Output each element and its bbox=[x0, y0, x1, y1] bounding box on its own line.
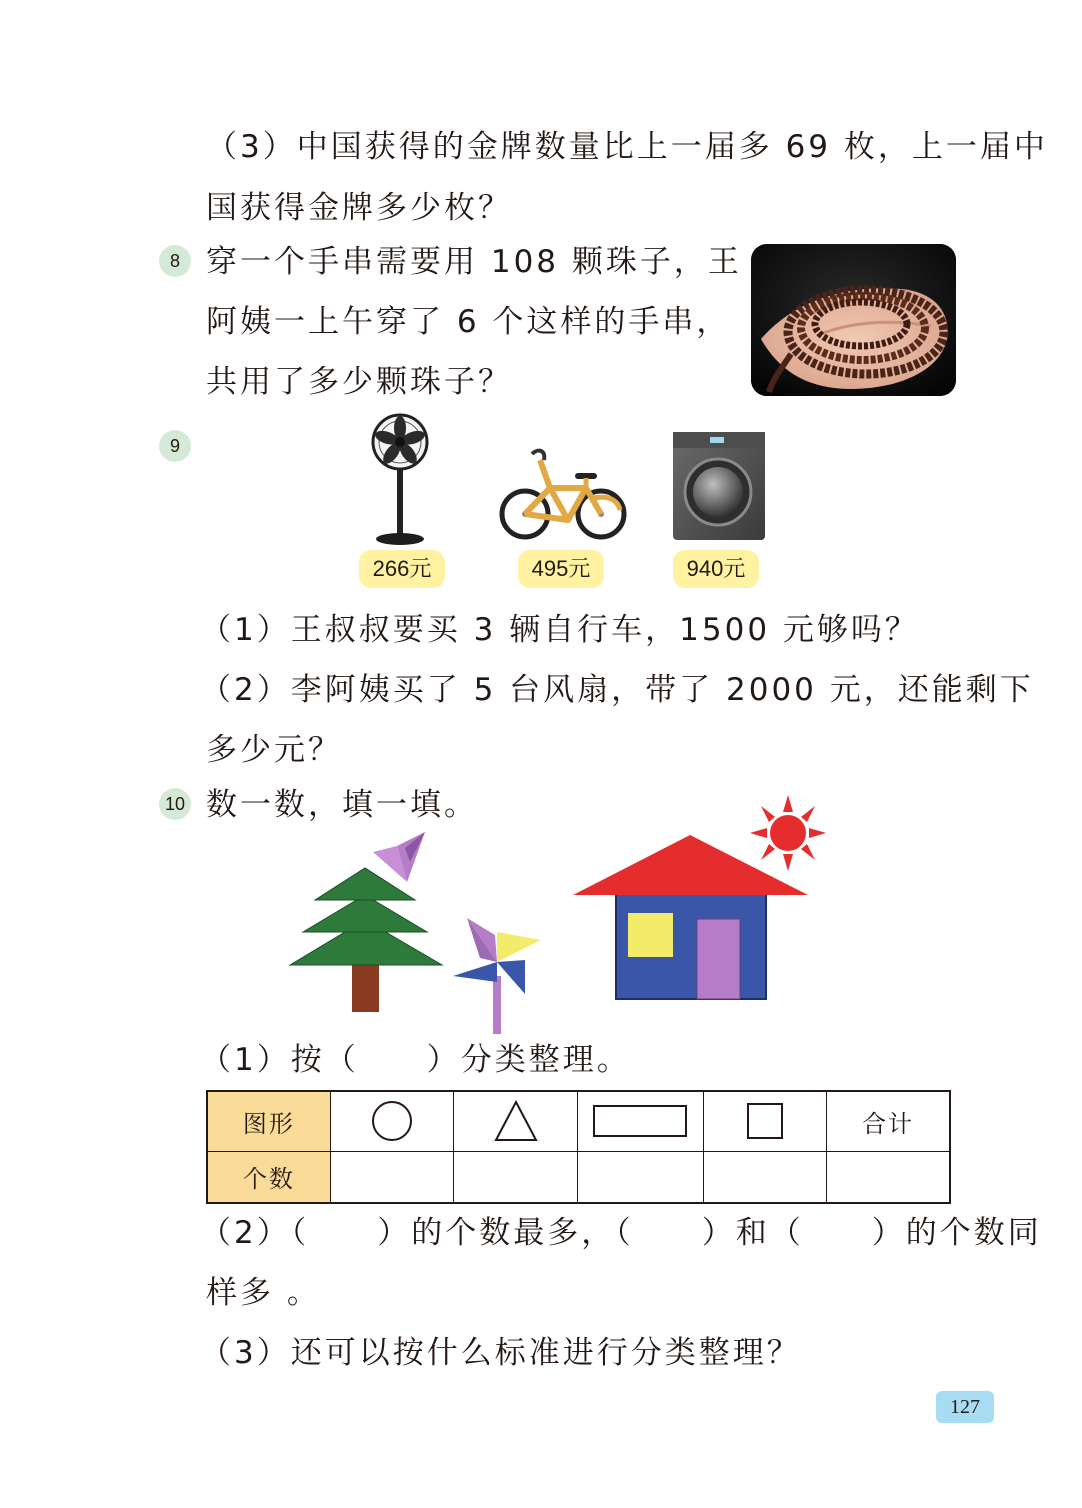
table-cell bbox=[330, 1091, 454, 1151]
house-figure bbox=[573, 835, 808, 999]
washing-machine-price-tag: 940元 bbox=[673, 550, 759, 588]
q9-part2-line2: 多少元？ bbox=[206, 732, 342, 768]
page-number: 127 bbox=[936, 1391, 994, 1423]
table-cell bbox=[703, 1091, 826, 1151]
triangle-icon bbox=[493, 1099, 539, 1143]
q10-part1: （1）按（ ）分类整理。 bbox=[200, 1042, 631, 1078]
q7-part3-line2: 国获得金牌多少枚？ bbox=[206, 190, 512, 226]
butterfly-figure bbox=[373, 832, 425, 882]
q9-part2-line1: （2）李阿姨买了 5 台风扇，带了 2000 元，还能剩下 bbox=[200, 672, 1034, 708]
q10-part2-line1: （2）（ ）的个数最多，（ ）和（ ）的个数同 bbox=[200, 1215, 1042, 1251]
bicycle-icon bbox=[498, 440, 628, 542]
answer-cell[interactable] bbox=[703, 1151, 826, 1203]
table-header-count: 个数 bbox=[207, 1151, 330, 1203]
bicycle-price-tag: 495元 bbox=[518, 550, 604, 588]
answer-cell[interactable] bbox=[454, 1151, 578, 1203]
table-header-total: 合计 bbox=[827, 1091, 950, 1151]
answer-cell[interactable] bbox=[578, 1151, 704, 1203]
fan-price-tag: 266元 bbox=[359, 550, 445, 588]
circle-icon bbox=[370, 1099, 414, 1143]
washing-machine-icon bbox=[670, 430, 768, 542]
answer-cell[interactable] bbox=[330, 1151, 454, 1203]
sun-figure bbox=[750, 795, 826, 871]
shapes-picture bbox=[285, 790, 845, 1040]
answer-cell[interactable] bbox=[827, 1151, 950, 1203]
q8-line1: 穿一个手串需要用 108 颗珠子，王 bbox=[206, 244, 742, 280]
fan-icon bbox=[370, 412, 430, 547]
rectangle-icon bbox=[592, 1103, 688, 1139]
tree-figure bbox=[290, 868, 442, 1012]
q8-line2: 阿姨一上午穿了 6 个这样的手串， bbox=[206, 304, 731, 340]
q8-line3: 共用了多少颗珠子？ bbox=[206, 364, 512, 400]
table-cell bbox=[454, 1091, 578, 1151]
question-number-badge: 9 bbox=[159, 430, 191, 462]
q7-part3-line1: （3）中国获得的金牌数量比上一届多 69 枚，上一届中 bbox=[206, 129, 1048, 165]
q10-title: 数一数，填一填。 bbox=[206, 787, 478, 823]
table-header-shape: 图形 bbox=[207, 1091, 330, 1151]
bead-bracelet-photo bbox=[751, 244, 956, 396]
question-number-badge: 10 bbox=[159, 788, 191, 820]
square-icon bbox=[746, 1102, 784, 1140]
table-cell bbox=[578, 1091, 704, 1151]
pinwheel-figure bbox=[453, 918, 541, 1034]
q10-part3: （3）还可以按什么标准进行分类整理？ bbox=[200, 1335, 801, 1371]
q9-part1: （1）王叔叔要买 3 辆自行车，1500 元够吗？ bbox=[200, 612, 919, 648]
shape-tally-table bbox=[206, 1090, 951, 1204]
question-number-badge: 8 bbox=[159, 245, 191, 277]
q10-part2-line2: 样多 。 bbox=[206, 1275, 321, 1311]
